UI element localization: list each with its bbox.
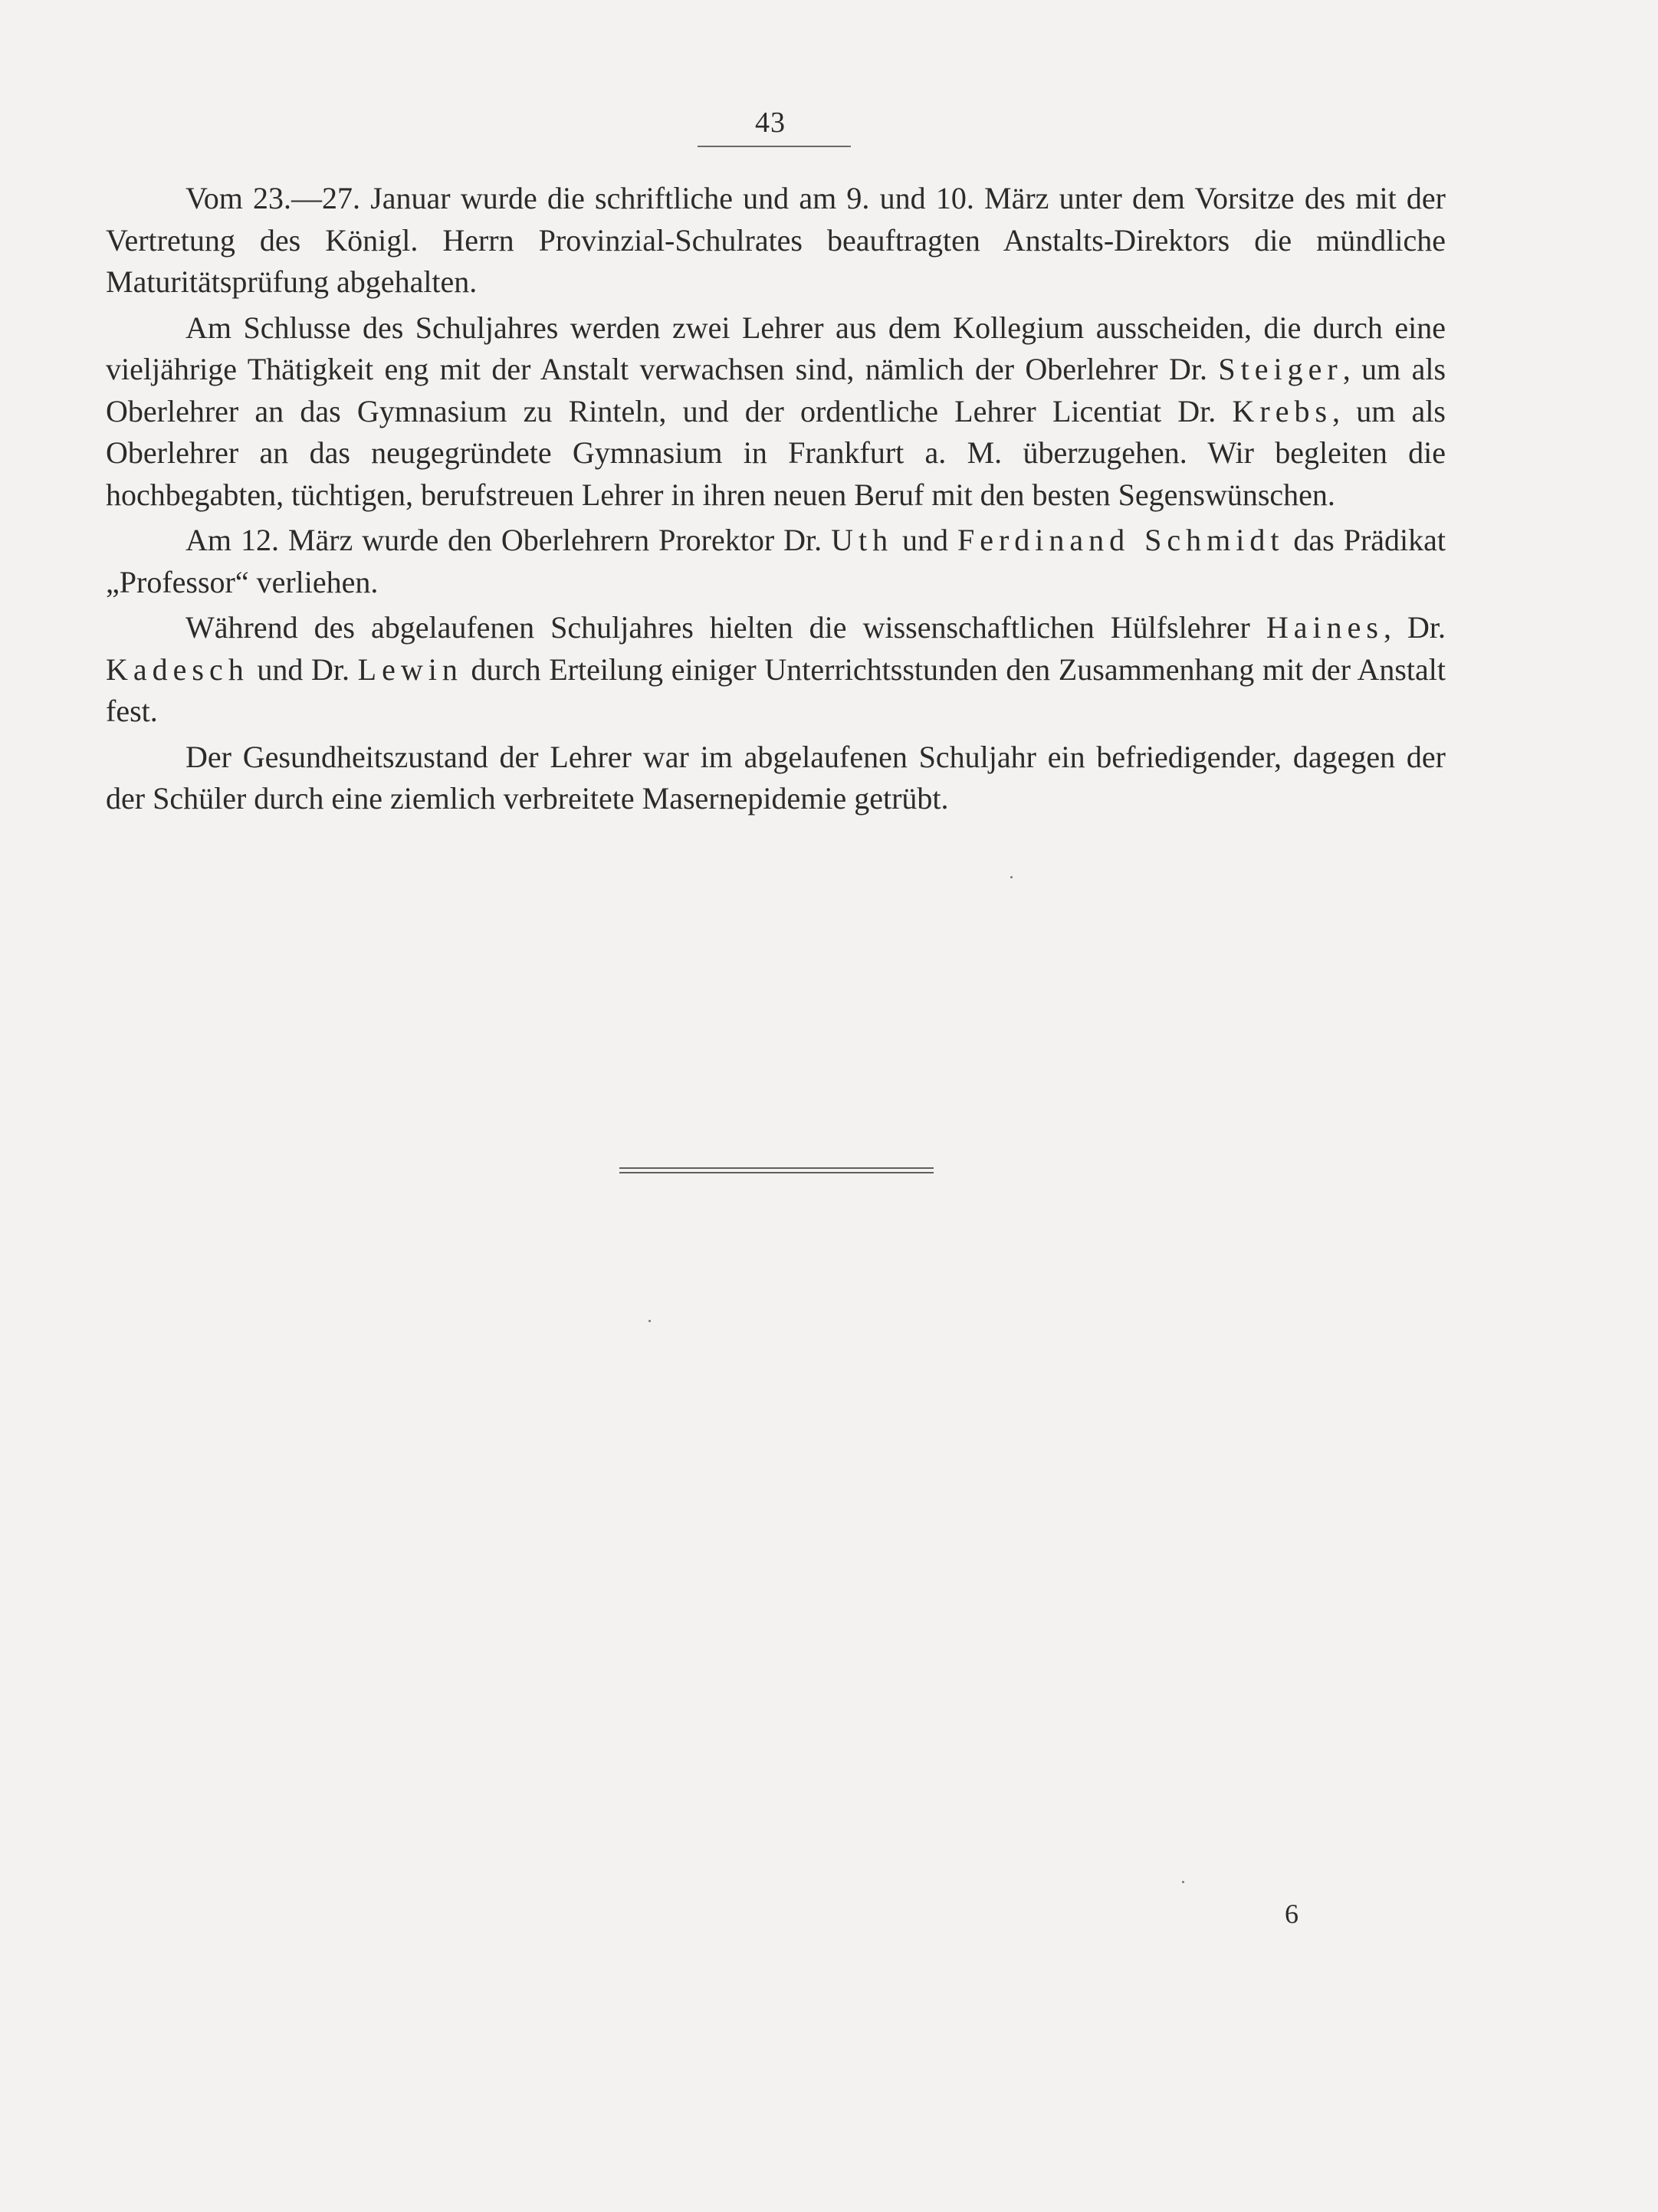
person-name: Kadesch	[106, 651, 249, 687]
text-segment: , um als Oberlehrer an das Gymnasium zu Rinteln, und der ordentliche Lehrer Licentiat Dr.	[106, 352, 1446, 428]
paragraph-departures	[106, 307, 1446, 517]
header-rule	[698, 146, 851, 147]
person-name: Ferdinand Schmidt	[957, 523, 1285, 557]
body-text	[106, 178, 1446, 824]
text-segment: , um als Oberlehrer an das neugegründete Gymnasium in Frankfurt a. M. überzugehen. Wir begleiten die hochbegabten, tüchtigen, berufstreuen Lehrer in ihren neuen Beruf mit den besten Segenswünschen.	[106, 393, 1446, 512]
text-segment: das Prädikat „Professor“ verliehen.	[106, 523, 1446, 599]
text-segment: Am 12. März wurde den Oberlehrern Prorektor Dr.	[185, 523, 832, 557]
text-segment: , Dr.	[1383, 610, 1446, 645]
section-end-double-rule	[619, 1167, 934, 1173]
text-segment: Am Schlusse des Schuljahres werden zwei Lehrer aus dem Kollegium ausscheiden, die durch eine vieljährige Thätigkeit eng mit der Anstalt verwachsen sind, nämlich der Oberlehrer Dr.	[106, 310, 1446, 386]
text-segment: Während des abgelaufenen Schuljahres hielten die wissenschaftlichen Hülfslehrer	[185, 610, 1266, 645]
person-name: Krebs	[1232, 393, 1333, 428]
paper-speck	[648, 1320, 651, 1322]
paragraph-health	[106, 737, 1446, 820]
person-name: Lewin	[357, 651, 463, 687]
paragraph-examination	[106, 178, 1446, 304]
page-number: 43	[755, 107, 786, 139]
text-segment: Vom 23.—27. Januar wurde die schriftliche und am 9. und 10. März unter dem Vorsitze des mit der Vertretung des Königl. Herrn Provinzial-Schulrates beauftragten Anstalts-Direktors die mündliche Maturitätsprüfung abgehalten.	[106, 181, 1446, 299]
text-segment: durch Erteilung einiger Unterrichtsstunden den Zusammenhang mit der Anstalt fest.	[106, 651, 1446, 728]
text-segment: und	[893, 523, 957, 557]
text-segment: und Dr.	[248, 651, 358, 687]
paragraph-professor-title	[106, 520, 1446, 603]
person-name: Uth	[831, 523, 894, 557]
paragraph-assistant-teachers	[106, 607, 1446, 733]
printer-signature-number: 6	[1285, 1899, 1298, 1929]
text-segment: Der Gesundheitszustand der Lehrer war im abgelaufenen Schuljahr ein befriedigender, dagegen der der Schüler durch eine ziemlich verbreitete Masernepidemie getrübt.	[106, 739, 1446, 816]
paper-speck	[1182, 1881, 1184, 1883]
paper-speck	[1010, 876, 1013, 878]
person-name: Haines	[1266, 610, 1384, 645]
person-name: Steiger	[1218, 352, 1343, 386]
